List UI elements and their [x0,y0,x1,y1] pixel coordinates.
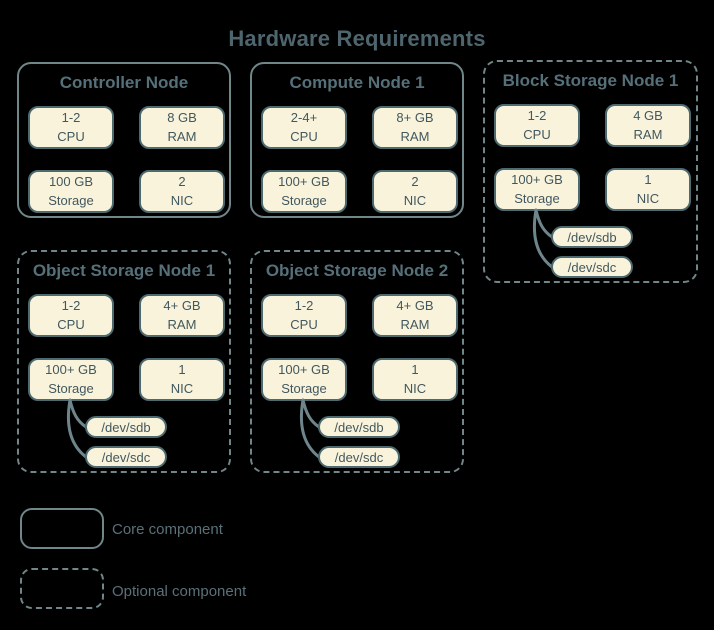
cpu-label: CPU [523,126,551,142]
cpu-box [261,106,347,149]
cpu-value: 1-2 [294,298,314,314]
nic-box [605,168,691,211]
ram-value: 4+ GB [396,298,434,314]
cpu-label: CPU [290,128,318,144]
nic-label: NIC [403,192,427,208]
storage-label: Storage [48,192,94,208]
storage-box [261,170,347,213]
legend-core-swatch [20,508,104,549]
ram-value: 4 GB [633,108,663,124]
node-title: Object Storage Node 1 [32,261,216,280]
legend-optional-swatch [20,568,104,609]
node-object-storage-2 [250,250,464,473]
disk-pill-sdc: /dev/sdc [318,446,400,468]
legend-core-label: Core component [112,521,223,538]
nic-label: NIC [170,192,194,208]
storage-label: Storage [281,380,327,396]
nic-value: 2 [178,174,186,190]
ram-value: 4+ GB [163,298,201,314]
nic-value: 1 [411,362,419,378]
ram-box [605,104,691,147]
ram-box [372,294,458,337]
node-compute-1 [250,62,464,218]
ram-value: 8 GB [167,110,197,126]
node-controller [17,62,231,218]
ram-label: RAM [167,128,197,144]
nic-value: 1 [644,172,652,188]
disk-pill-sdc: /dev/sdc [551,256,633,278]
node-object-storage-1 [17,250,231,473]
nic-value: 1 [178,362,186,378]
storage-box [28,170,114,213]
cpu-label: CPU [290,316,318,332]
storage-value: 100+ GB [511,172,563,188]
nic-box [139,170,225,213]
nic-value: 2 [411,174,419,190]
storage-box [28,358,114,401]
node-title: Compute Node 1 [289,73,425,92]
nic-box [372,170,458,213]
storage-label: Storage [281,192,327,208]
node-title: Object Storage Node 2 [265,261,449,280]
storage-box [261,358,347,401]
disk-pill-sdb: /dev/sdb [318,416,400,438]
node-title: Controller Node [59,73,189,92]
legend-optional-label: Optional component [112,583,247,600]
storage-box [494,168,580,211]
cpu-value: 1-2 [61,298,81,314]
cpu-box [494,104,580,147]
nic-label: NIC [636,190,660,206]
ram-value: 8+ GB [396,110,434,126]
storage-value: 100+ GB [278,174,330,190]
ram-label: RAM [167,316,197,332]
cpu-label: CPU [57,316,85,332]
ram-label: RAM [400,316,430,332]
ram-label: RAM [633,126,663,142]
node-title: Block Storage Node 1 [502,71,679,90]
storage-value: 100+ GB [45,362,97,378]
ram-box [372,106,458,149]
ram-box [139,294,225,337]
cpu-value: 2-4+ [290,110,318,126]
ram-box [139,106,225,149]
cpu-label: CPU [57,128,85,144]
storage-value: 100 GB [48,174,94,190]
cpu-box [28,294,114,337]
disk-pill-sdb: /dev/sdb [551,226,633,248]
cpu-value: 1-2 [527,108,547,124]
disk-pill-sdc: /dev/sdc [85,446,167,468]
nic-box [372,358,458,401]
nic-box [139,358,225,401]
storage-value: 100+ GB [278,362,330,378]
cpu-box [261,294,347,337]
nic-label: NIC [403,380,427,396]
storage-label: Storage [48,380,94,396]
cpu-value: 1-2 [61,110,81,126]
cpu-box [28,106,114,149]
ram-label: RAM [400,128,430,144]
nic-label: NIC [170,380,194,396]
diagram-title: Hardware Requirements [228,26,486,51]
storage-label: Storage [514,190,560,206]
disk-pill-sdb: /dev/sdb [85,416,167,438]
node-block-storage-1 [483,60,698,283]
